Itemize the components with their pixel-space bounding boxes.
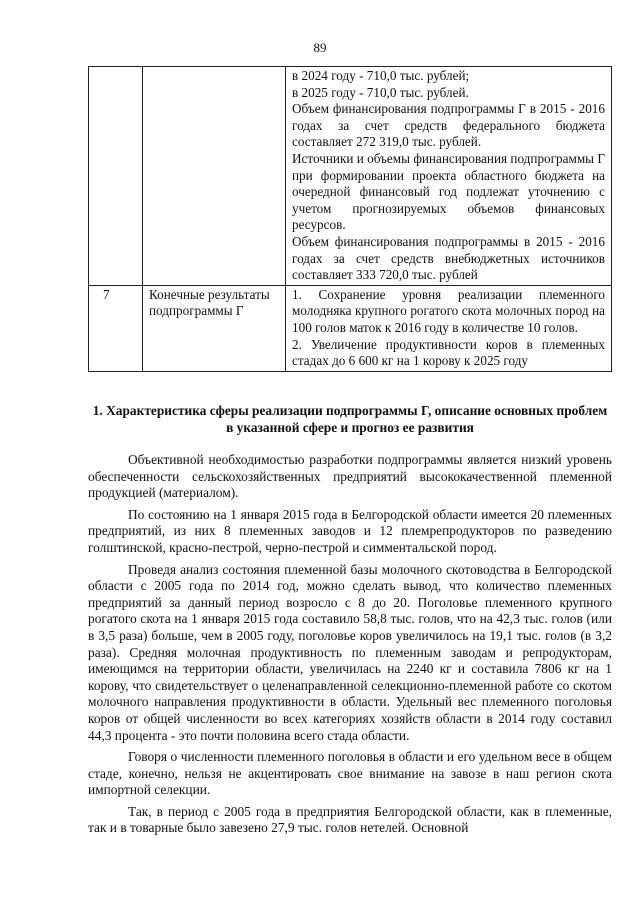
row-label-cell [143, 67, 286, 286]
content-line: в 2025 году - 710,0 тыс. рублей. [292, 84, 469, 100]
body-text [88, 452, 612, 842]
paragraph: По состоянию на 1 января 2015 года в Белгородской области имеется 20 племенных предприятий, из них 8 племенных заводов и 12 племрепродукторов по разведению голштинской, красно-пестрой, черно-пестрой и симментальской пород. [88, 506, 612, 555]
table-row [89, 285, 612, 371]
section-title: 1. Характеристика сферы реализации подпрограммы Г, описание основных проблем в указанной сфере и прогноз ее развития [92, 403, 608, 435]
table-row [89, 67, 612, 286]
page-number: 89 [313, 40, 327, 55]
row-number-cell [89, 67, 143, 286]
program-passport-table [88, 66, 612, 372]
content-line: Объем финансирования подпрограммы Г в 2015 - 2016 годах за счет средств федерального бюджета составляет 272 319,0 тыс. рублей. [292, 101, 605, 150]
content-line: Источники и объемы финансирования подпрограммы Г при формировании проекта областного бюджета на очередной финансовый год подлежат уточнению с учетом прогнозируемых объемов финансовых ресурсов. [292, 150, 605, 233]
paragraph: Так, в период с 2005 года в предприятия Белгородской области, как в племенные, так и в товарные было завезено 27,9 тыс. голов нетелей. Основной [88, 803, 612, 836]
paragraph: Объективной необходимостью разработки подпрограммы является низкий уровень обеспеченности сельскохозяйственных предприятий высококачественной племенной продукцией (материалом). [88, 452, 612, 501]
row-content-cell [286, 285, 612, 371]
paragraph: Проведя анализ состояния племенной базы молочного скотоводства в Белгородской области с 2005 года по 2014 год, можно сделать вывод, что количество племенных предприятий за данный период возросло с 8 до 20. Поголовье племенного крупного рогатого скота на 1 января 2015 года составило 58,8 тыс. голов, что на 42,3 тыс. голов (или в 3,5 раза) больше, чем в 2005 году, поголовье коров увеличилось на 19,1 тыс. голов (в 3,2 раза). Средняя молочная продуктивность по племенным заводам и репродукторам, имеющимся на территории области, увеличилась на 2240 кг и составила 7806 кг на 1 корову, что свидетельствует о целенаправленной селекционно-племенной работе со скотом молочного направления продуктивности в области. Удельный вес племенного поголовья коров от общей численности во всех категориях хозяйств области в 2014 году составил 44,3 процента - это почти половина всего стада области. [88, 561, 612, 743]
row-label-cell: Конечные результаты подпрограммы Г [143, 285, 286, 371]
content-line: 2. Увеличение продуктивности коров в племенных стадах до 6 600 кг на 1 корову к 2025 году [292, 336, 605, 369]
content-line: Объем финансирования подпрограммы в 2015 - 2016 годах за счет средств внебюджетных источников составляет 333 720,0 тыс. рублей [292, 233, 605, 283]
content-line: 1. Сохранение уровня реализации племенного молодняка крупного рогатого скота молочных пород на 100 голов маток к 2016 году в количестве 10 голов. [292, 286, 605, 335]
paragraph: Говоря о численности племенного поголовья в области и его удельном весе в общем стаде, конечно, нельзя не акцентировать свое внимание на завозе в наш регион скота импортной селекции. [88, 749, 612, 798]
content-line: в 2024 году - 710,0 тыс. рублей; [292, 68, 470, 83]
row-number-cell: 7 [89, 285, 143, 371]
row-content-cell [286, 67, 612, 286]
